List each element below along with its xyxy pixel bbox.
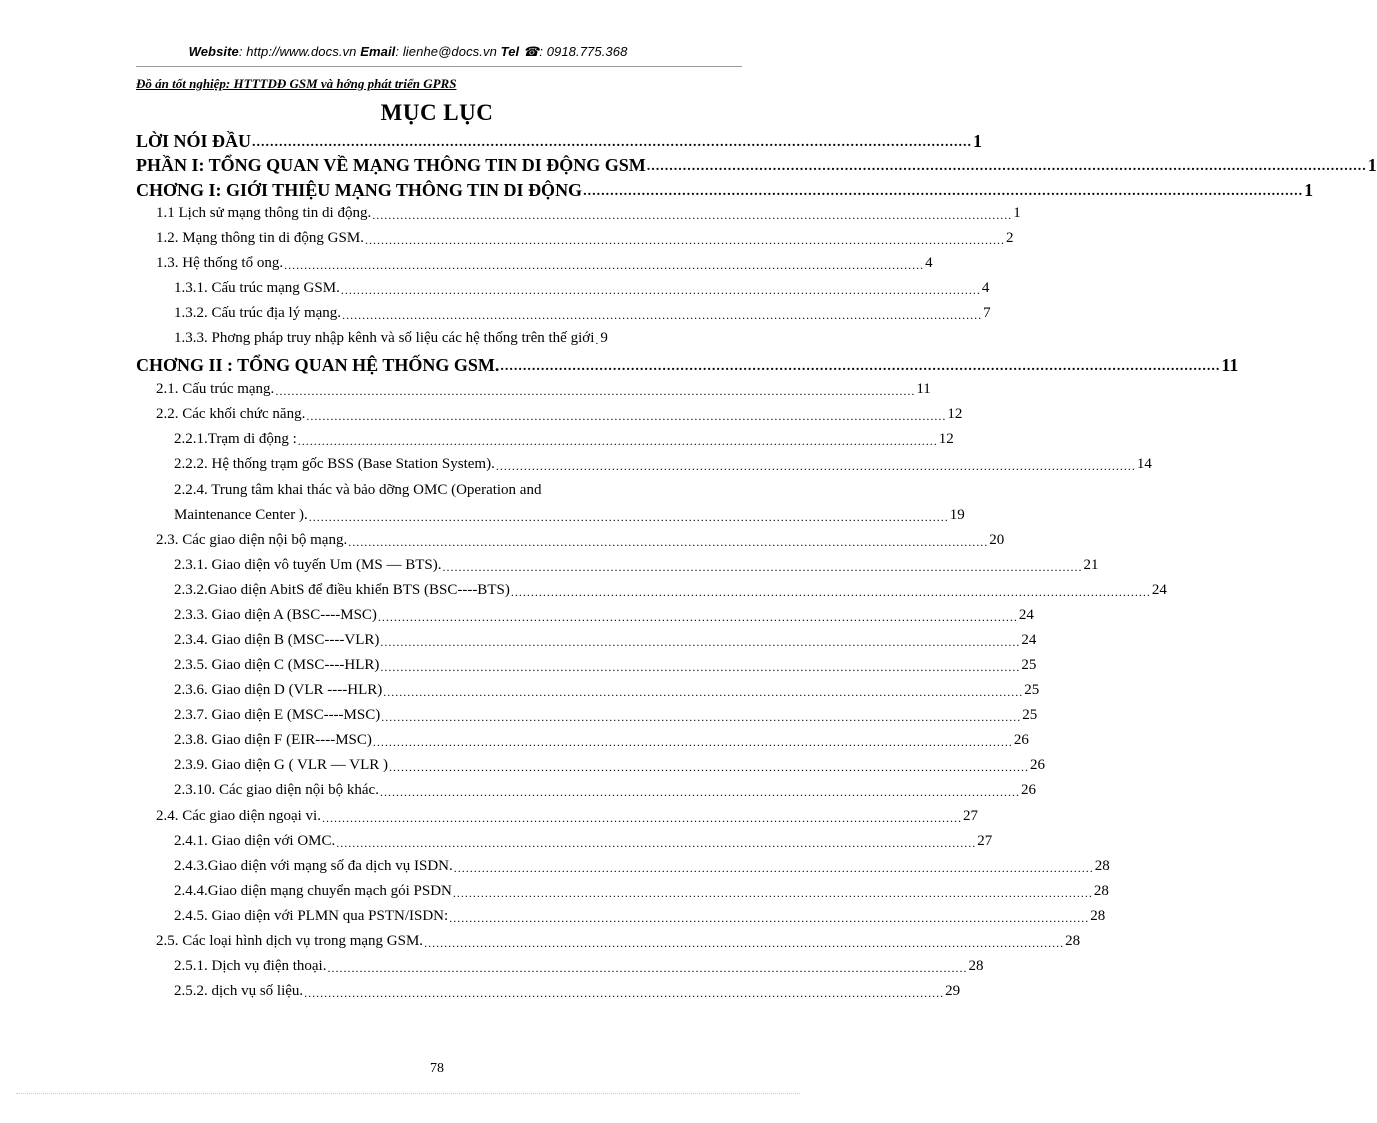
toc-entry[interactable]	[174, 883, 1109, 900]
toc-entry-title: 2.3.6. Giao diện D (VLR ----HLR)	[174, 682, 383, 698]
toc-entry-page: 21	[1083, 557, 1099, 573]
dot-leader: ................................................................................................................................................................	[342, 308, 983, 322]
toc-entry[interactable]	[174, 632, 1037, 649]
phone-icon: ☎	[522, 44, 540, 59]
tel-value: : 0918.775.368	[539, 44, 628, 59]
dot-leader: ................................................................................................................................................................	[510, 585, 1151, 599]
dot-leader: ................................................................................................................................................................	[364, 233, 1005, 247]
toc-heading: MỤC LỤC	[380, 100, 494, 125]
dot-leader: ................................................................................................................................................................	[442, 560, 1083, 574]
website-label: Website	[188, 44, 239, 59]
toc-entry-page: 28	[1093, 883, 1109, 899]
toc-entry-title: PHẦN I: TỔNG QUAN VỀ MẠNG THÔNG TIN DI ĐỘNG GSM	[136, 155, 646, 175]
toc-entry[interactable]	[136, 180, 1314, 200]
dot-leader: ................................................................................................................................................................	[383, 685, 1024, 699]
toc-entry[interactable]	[174, 958, 984, 975]
toc-entry-title: 2.2.2. Hệ thống trạm gốc BSS (Base Station System).	[174, 456, 495, 472]
header-divider	[136, 66, 742, 67]
toc-entry-title: CHƠNG I: GIỚI THIỆU MẠNG THÔNG TIN DI ĐỘNG	[136, 180, 583, 200]
dot-leader: ................................................................................................................................................................	[389, 760, 1030, 774]
toc-entry[interactable]	[174, 557, 1099, 574]
toc-entry-title: 2.3.4. Giao diện B (MSC----VLR)	[174, 632, 380, 648]
dot-leader: ................................................................................................................................................................	[646, 159, 1367, 174]
toc-entry[interactable]	[156, 255, 933, 272]
toc-entry-page: 1	[1013, 205, 1021, 221]
toc-entry[interactable]	[136, 355, 1239, 375]
toc-entry-title: 2.1. Cấu trúc mạng.	[156, 381, 275, 397]
page-number: 78	[430, 1061, 444, 1076]
toc-entry[interactable]	[174, 707, 1038, 724]
toc-entry-page: 20	[989, 532, 1005, 548]
toc-entry-title: LỜI NÓI ĐẦU	[136, 131, 252, 151]
dot-leader: ................................................................................................................................................................	[372, 735, 1013, 749]
toc-entry-page: 28	[1065, 933, 1081, 949]
toc-entry[interactable]	[156, 205, 1021, 222]
dot-leader: ................................................................................................................................................................	[381, 710, 1022, 724]
dot-leader: ................................................................................................................................................................	[284, 258, 925, 272]
toc-entry-title: CHƠNG II : TỔNG QUAN HỆ THỐNG GSM.	[136, 355, 500, 375]
dot-leader: ................................................................................................................................................................	[379, 785, 1020, 799]
toc-entry-page: 14	[1136, 456, 1152, 472]
toc-entry-title: Maintenance Center ).	[174, 507, 308, 523]
toc-entry[interactable]	[174, 757, 1046, 774]
toc-entry-page: 28	[1090, 908, 1106, 924]
toc-entry[interactable]	[174, 280, 990, 297]
toc-entry-title: 2.3.3. Giao diện A (BSC----MSC)	[174, 607, 377, 623]
toc-entry-page: 12	[947, 406, 963, 422]
dot-leader: ................................................................................................................................................................	[275, 384, 916, 398]
toc-entry[interactable]	[136, 131, 983, 151]
dot-leader: ................................................................................................................................................................	[372, 208, 1013, 222]
toc-entry-title: 2.4.3.Giao diện với mạng số đa dịch vụ ISDN.	[174, 858, 453, 874]
toc-entry-title: 2.4.1. Giao diện với OMC.	[174, 833, 336, 849]
toc-entry-title: 2.3.1. Giao diện vô tuyến Um (MS — BTS).	[174, 557, 442, 573]
toc-entry-page: 25	[1024, 682, 1040, 698]
tel-label: Tel	[500, 44, 520, 59]
toc-entry[interactable]: 2.2.4. Trung tâm khai thác và bảo dỡng OMC (Operation and	[174, 482, 542, 498]
toc-entry[interactable]	[156, 230, 1014, 247]
toc-entry[interactable]	[136, 155, 1377, 175]
website-value[interactable]: : http://www.docs.vn	[238, 44, 357, 59]
toc-entry-title: 2.2. Các khối chức năng.	[156, 406, 306, 422]
toc-entry-title: 2.3.2.Giao diện AbitS để điều khiển BTS (BSC----BTS)	[174, 582, 510, 598]
dot-leader: ................................................................................................................................................................	[449, 911, 1090, 925]
toc-entry[interactable]	[174, 456, 1152, 473]
toc-entry-page: 7	[983, 305, 991, 321]
toc-entry-page: 4	[981, 280, 990, 296]
dot-leader: ................................................................................................................................................................	[583, 184, 1304, 199]
toc-entry-page: 26	[1030, 757, 1046, 773]
toc-entry-title: 1.3. Hệ thống tổ ong.	[156, 255, 284, 271]
dot-leader: ................................................................................................................................................................	[452, 886, 1093, 900]
toc-entry[interactable]	[174, 983, 961, 1000]
toc-entry-title: 1.3.3. Phơng pháp truy nhập kênh và số liệu các hệ thống trên thế giới	[174, 330, 595, 346]
toc-entry-title: 2.5. Các loại hình dịch vụ trong mạng GSM.	[156, 933, 424, 949]
toc-entry-page: 24	[1018, 607, 1034, 623]
toc-entry-page: 25	[1022, 707, 1038, 723]
toc-entry-title: 2.2.1.Trạm di động :	[174, 431, 297, 447]
dot-leader: ................................................................................................................................................................	[424, 936, 1065, 950]
dot-leader: ................................................................................................................................................................	[377, 610, 1018, 624]
toc-entry[interactable]	[174, 682, 1040, 699]
toc-entry-title: 2.5.1. Dịch vụ điện thoại.	[174, 958, 327, 974]
toc-entry-page: 11	[1221, 355, 1239, 375]
toc-entry-title: 2.3.8. Giao diện F (EIR----MSC)	[174, 732, 372, 748]
dot-leader: ................................................................................................................................................................	[500, 359, 1221, 374]
dot-leader: ................................................................................................................................................................	[308, 510, 949, 524]
document-title: Đồ án tốt nghiệp: HTTTDĐ GSM và hớng phát triển GPRS	[136, 76, 457, 91]
dot-leader: .	[595, 333, 600, 347]
toc-entry-page: 26	[1020, 782, 1036, 798]
toc-entry-title: 1.3.1. Cấu trúc mạng GSM.	[174, 280, 340, 296]
dot-leader: ................................................................................................................................................................	[453, 861, 1094, 875]
dot-leader: ................................................................................................................................................................	[380, 660, 1021, 674]
dot-leader: ................................................................................................................................................................	[327, 961, 968, 975]
toc-entry-title: 2.4.4.Giao diện mạng chuyển mạch gói PSDN	[174, 883, 452, 899]
email-label: Email	[360, 44, 396, 59]
toc-entry-page: 27	[977, 833, 993, 849]
toc-entry-title: 1.1 Lịch sử mạng thông tin di động.	[156, 205, 372, 221]
dot-leader: ................................................................................................................................................................	[380, 635, 1021, 649]
toc-entry-page: 28	[1094, 858, 1110, 874]
footer-divider	[16, 1093, 800, 1094]
toc-entry-page: 1	[973, 131, 983, 151]
toc-entry-page: 24	[1151, 582, 1167, 598]
toc-entry-page: 2	[1005, 230, 1014, 246]
toc-entry[interactable]	[156, 532, 1005, 549]
toc-entry[interactable]	[156, 381, 931, 398]
toc-entry[interactable]	[156, 808, 978, 825]
dot-leader: ................................................................................................................................................................	[336, 836, 977, 850]
toc-entry-page: 25	[1021, 657, 1037, 673]
toc-entry[interactable]	[174, 607, 1034, 624]
toc-entry-page: 19	[949, 507, 965, 523]
toc-entry-title: 2.5.2. dịch vụ số liệu.	[174, 983, 304, 999]
toc-entry-page: 28	[968, 958, 984, 974]
toc-entry-title: 2.4.5. Giao diện với PLMN qua PSTN/ISDN:	[174, 908, 449, 924]
toc-entry[interactable]	[174, 833, 993, 850]
toc-entry-page: 9	[600, 330, 608, 346]
email-value[interactable]: : lienhe@docs.vn	[395, 44, 497, 59]
dot-leader: ................................................................................................................................................................	[252, 135, 973, 150]
toc-entry-page: 26	[1013, 732, 1029, 748]
dot-leader: ................................................................................................................................................................	[340, 283, 981, 297]
toc-entry-page: 1	[1304, 180, 1314, 200]
toc-entry[interactable]	[174, 732, 1029, 749]
toc-entry[interactable]	[174, 305, 991, 322]
toc-entry-title: 1.3.2. Cấu trúc địa lý mạng.	[174, 305, 342, 321]
toc-entry-page: 1	[1367, 155, 1377, 175]
toc-entry-title: 2.3.10. Các giao diện nội bộ khác.	[174, 782, 379, 798]
toc-entry[interactable]	[174, 331, 738, 346]
toc-entry[interactable]	[156, 933, 1081, 950]
toc-entry-page: 4	[925, 255, 933, 271]
toc-entry-title: 1.2. Mạng thông tin di động GSM.	[156, 230, 364, 246]
toc-entry-page: 27	[962, 808, 978, 824]
dot-leader: ................................................................................................................................................................	[321, 811, 962, 825]
toc-entry-title: 2.3.9. Giao diện G ( VLR — VLR )	[174, 757, 389, 773]
toc-entry-page: 24	[1021, 632, 1037, 648]
toc-entry-page: 11	[916, 381, 931, 397]
website-header	[0, 44, 816, 60]
toc-entry[interactable]	[174, 431, 954, 448]
dot-leader: ................................................................................................................................................................	[304, 986, 945, 1000]
toc-entry[interactable]	[174, 908, 1106, 925]
toc-entry-title: 2.3.7. Giao diện E (MSC----MSC)	[174, 707, 381, 723]
toc-entry[interactable]	[174, 782, 1036, 799]
toc-entry[interactable]	[156, 406, 963, 423]
toc-entry[interactable]	[174, 657, 1037, 674]
toc-entry[interactable]	[174, 858, 1110, 875]
toc-entry-title: 2.3. Các giao diện nội bộ mạng.	[156, 532, 348, 548]
toc-entry-page: 12	[938, 431, 954, 447]
toc-entry[interactable]	[174, 582, 1167, 599]
toc-entry-title: 2.3.5. Giao diện C (MSC----HLR)	[174, 657, 380, 673]
dot-leader: ................................................................................................................................................................	[348, 535, 989, 549]
dot-leader: ................................................................................................................................................................	[297, 434, 938, 448]
dot-leader: ................................................................................................................................................................	[495, 459, 1136, 473]
dot-leader: ................................................................................................................................................................	[306, 409, 947, 423]
toc-entry-page: 29	[945, 983, 961, 999]
toc-entry-title: 2.4. Các giao diện ngoại vi.	[156, 808, 321, 824]
toc-entry[interactable]	[174, 507, 965, 524]
